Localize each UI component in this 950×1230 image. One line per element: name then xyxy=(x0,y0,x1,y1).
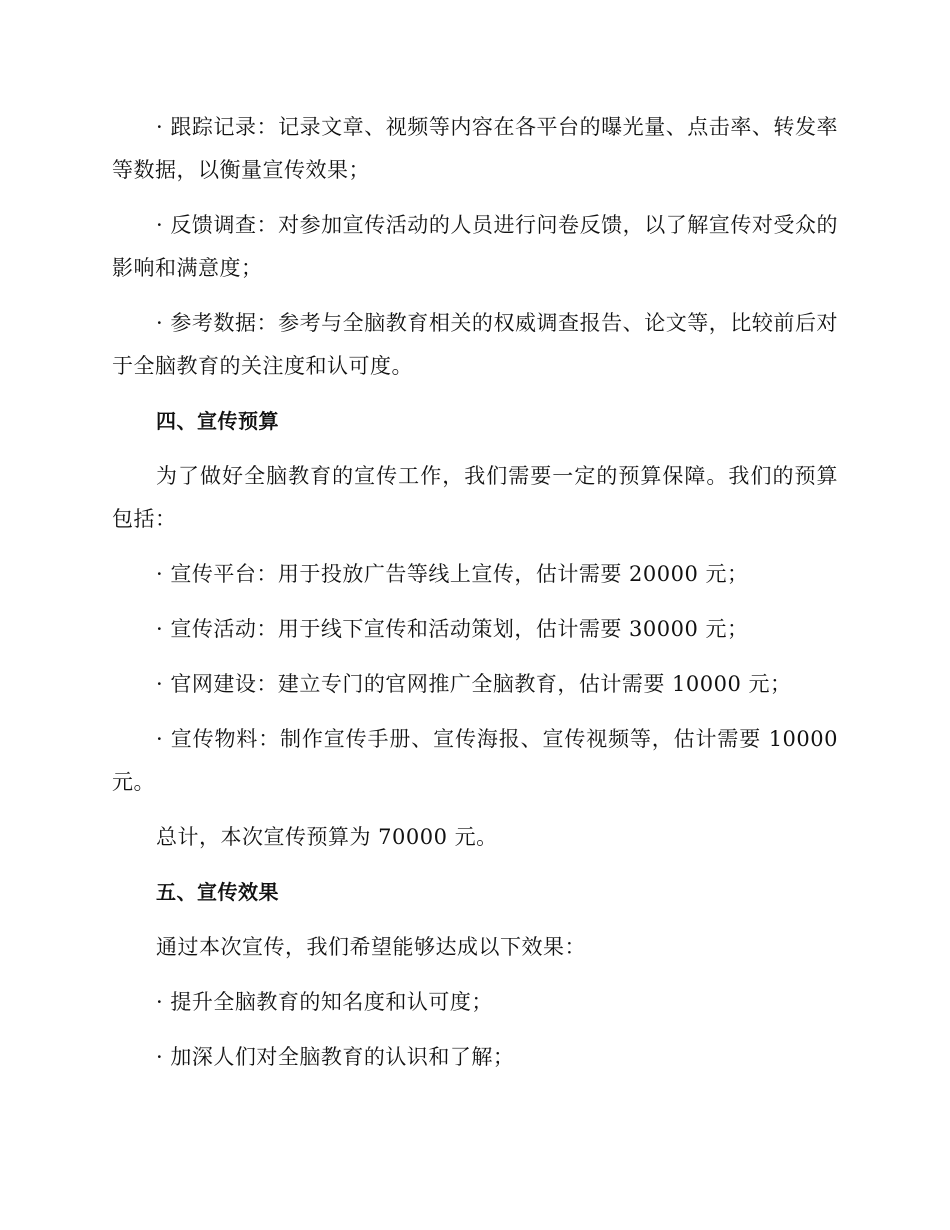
section-heading-effects: 五、宣传效果 xyxy=(156,880,279,904)
bullet-feedback-survey: · 反馈调查：对参加宣传活动的人员进行问卷反馈，以了解宣传对受众的影响和满意度； xyxy=(112,213,838,280)
bullet-reference-data: · 参考数据：参考与全脑教育相关的权威调查报告、论文等，比较前后对于全脑教育的关注度和认可度。 xyxy=(112,311,838,378)
bullet-budget-platform: · 宣传平台：用于投放广告等线上宣传，估计需要 20000 元； xyxy=(156,562,749,586)
bullet-effect-awareness: · 提升全脑教育的知名度和认可度； xyxy=(156,990,493,1014)
bullet-budget-website: · 官网建设：建立专门的官网推广全脑教育，估计需要 10000 元； xyxy=(156,672,792,696)
bullet-budget-activities: · 宣传活动：用于线下宣传和活动策划，估计需要 30000 元； xyxy=(156,617,749,641)
budget-total-paragraph: 总计，本次宣传预算为 70000 元。 xyxy=(156,825,498,849)
budget-intro-paragraph: 为了做好全脑教育的宣传工作，我们需要一定的预算保障。我们的预算包括： xyxy=(112,464,838,531)
bullet-effect-understanding: · 加深人们对全脑教育的认识和了解； xyxy=(156,1045,515,1069)
effects-intro-paragraph: 通过本次宣传，我们希望能够达成以下效果： xyxy=(156,935,586,959)
section-heading-budget: 四、宣传预算 xyxy=(156,409,279,433)
bullet-tracking-records: · 跟踪记录：记录文章、视频等内容在各平台的曝光量、点击率、转发率等数据，以衡量宣传效果； xyxy=(112,115,838,182)
document-body xyxy=(112,106,838,1091)
bullet-budget-materials: · 宣传物料：制作宣传手册、宣传海报、宣传视频等，估计需要 10000 元。 xyxy=(112,727,838,794)
